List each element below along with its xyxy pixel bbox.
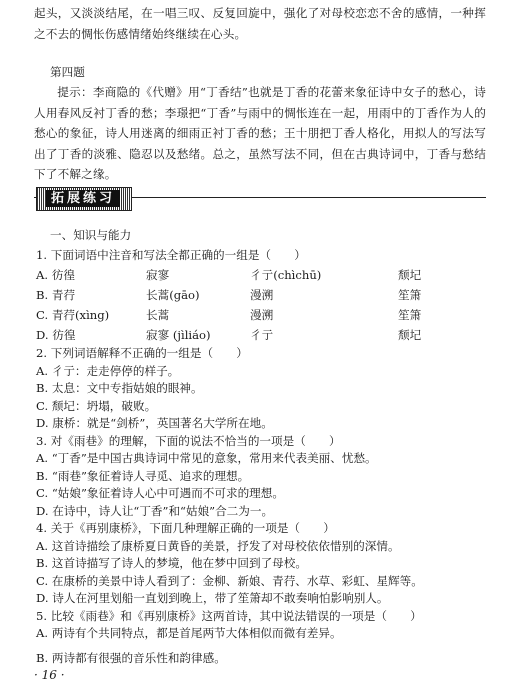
option-cell: 寂寥 (jìliáo) bbox=[146, 328, 211, 342]
option-cell: 颓圮 bbox=[398, 328, 422, 342]
banner-title: 拓展练习 bbox=[46, 190, 120, 207]
hint-paragraph: 提示：李商隐的《代赠》用“丁香结”也就是丁香的花蕾来象征诗中女子的愁心，诗人用春风反衬丁香的愁；李璟把“丁香”与雨中的惆怅连在一起，用雨中的丁香作为人的愁心的象征，诗人用迷离的细雨正衬丁香的愁；王十朋把丁香人格化，用拟人的写法写出了丁香的淡雅、隐忍以及愁绪。总之，虽然写法不同，但在古典诗词中，丁香与愁结下了不解之缘。 bbox=[34, 85, 486, 181]
option-cell: C. 青荇(xìng) bbox=[36, 308, 110, 322]
option-cell: 漫溯 bbox=[250, 308, 274, 322]
option-cell: B. 青荇 bbox=[36, 288, 76, 302]
option-cell: 笙箫 bbox=[398, 288, 422, 302]
option-cell: 颓圮 bbox=[398, 268, 422, 282]
q2-option-d: D. 康桥：就是“剑桥”，英国著名大学所在地。 bbox=[36, 416, 273, 430]
q4-option-c: C. 在康桥的美景中诗人看到了：金柳、新娘、青荇、水草、彩虹、星辉等。 bbox=[36, 573, 423, 588]
question-5: 5. 比较《雨巷》和《再别康桥》这两首诗，其中说法错误的一项是（ ） bbox=[36, 608, 422, 623]
question-3: 3. 对《雨巷》的理解，下面的说法不恰当的一项是（ ） bbox=[36, 433, 341, 448]
option-cell: 漫溯 bbox=[250, 288, 274, 302]
q3-option-a: A. “丁香”是中国古典诗词中常见的意象，常用来代表美丽、忧愁。 bbox=[36, 451, 377, 465]
option-cell: D. 彷徨 bbox=[36, 328, 76, 342]
option-cell: 寂寥 bbox=[146, 268, 170, 282]
section-banner bbox=[36, 187, 132, 211]
q3-option-d: D. 在诗中，诗人让“丁香”和“姑娘”合二为一。 bbox=[36, 503, 274, 518]
question-4: 4. 关于《再别康桥》，下面几种理解正确的一项是（ ） bbox=[36, 521, 335, 535]
q2-option-a: A. 彳亍：走走停停的样子。 bbox=[36, 363, 180, 378]
option-cell: 长蒿(gāo) bbox=[146, 288, 200, 302]
question-1: 1. 下面词语中注音和写法全都正确的一组是（ ） bbox=[36, 248, 306, 262]
option-cell: 长蒿 bbox=[146, 308, 170, 322]
q2-option-c: C. 颓圮：坍塌，破败。 bbox=[36, 398, 157, 413]
q4-heading: 第四题 bbox=[50, 65, 85, 79]
option-cell: 彳亍(chìchū) bbox=[250, 268, 322, 282]
option-cell: 笙箫 bbox=[398, 308, 422, 322]
q4-option-b: B. 这首诗描写了诗人的梦境，他在梦中回到了母校。 bbox=[36, 556, 307, 570]
intro-paragraph: 起头，又淡淡结尾，在一唱三叹、反复回旋中，强化了对母校恋恋不舍的感情，一种挥之不去的惆怅伤感情绪始终继续在心头。 bbox=[34, 6, 486, 41]
page-number: · 16 · bbox=[34, 668, 65, 682]
q4-option-d: D. 诗人在河里划船一直划到晚上，带了笙箫却不敢奏响怕影响别人。 bbox=[36, 591, 389, 605]
q3-option-c: C. “姑娘”象征着诗人心中可遇而不可求的理想。 bbox=[36, 486, 284, 500]
question-2: 2. 下列词语解释不正确的一组是（ ） bbox=[36, 346, 248, 360]
q5-option-b: B. 两诗都有很强的音乐性和韵律感。 bbox=[36, 651, 226, 665]
q5-option-a: A. 两诗有个共同特点，都是首尾两节大体相似而微有差异。 bbox=[36, 626, 342, 640]
q4-option-a: A. 这首诗描绘了康桥夏日黄昏的美景，抒发了对母校依依惜别的深情。 bbox=[36, 538, 400, 553]
q2-option-b: B. 太息：文中专指姑娘的眼神。 bbox=[36, 381, 203, 395]
option-cell: A. 彷徨 bbox=[36, 268, 75, 282]
option-cell: 彳亍 bbox=[250, 328, 274, 342]
section-title: 一、知识与能力 bbox=[50, 228, 132, 242]
q3-option-b: B. “雨巷”象征着诗人寻觅、追求的理想。 bbox=[36, 468, 250, 483]
